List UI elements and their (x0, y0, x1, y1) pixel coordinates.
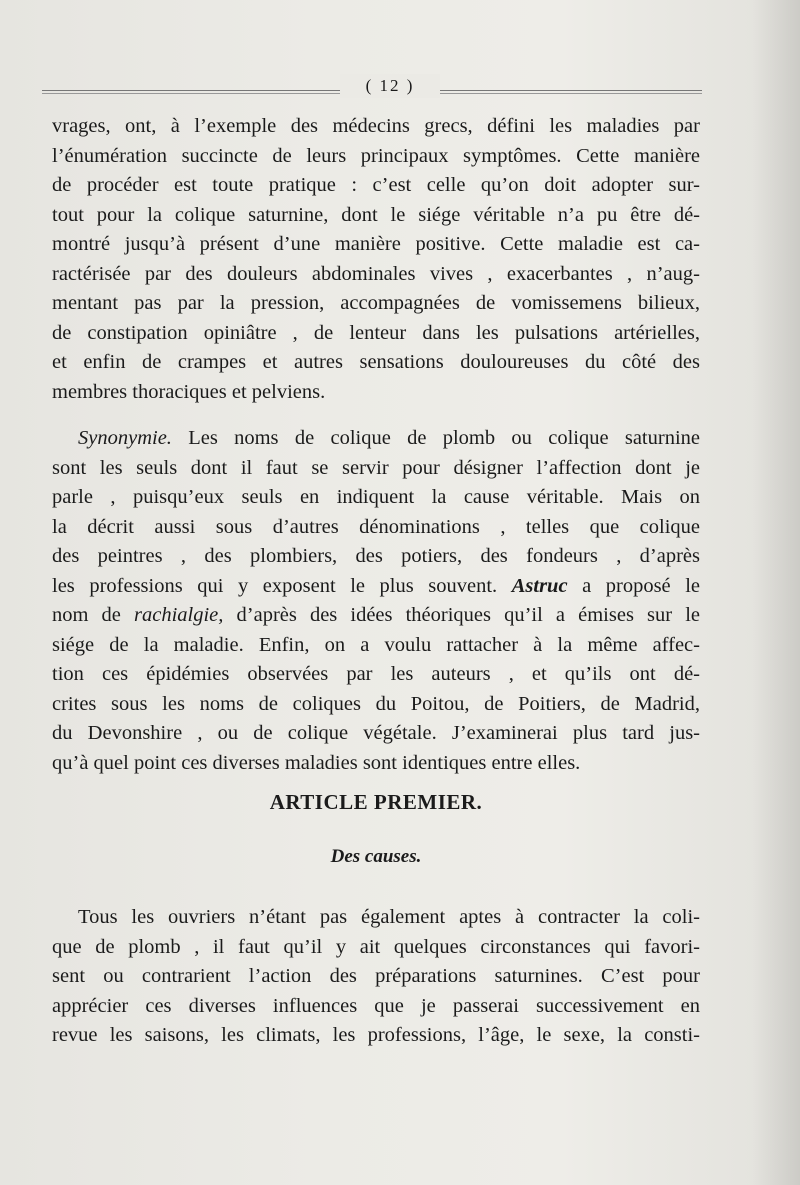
text-line (52, 601, 700, 631)
text-line: montré jusqu’à présent d’une manière positive. Cette maladie est ca- (52, 233, 700, 255)
text-line: crites sous les noms de coliques du Poitou, de Poitiers, de Madrid, (52, 692, 700, 715)
paragraph-definition (52, 112, 700, 407)
text-run: les professions qui y exposent le plus souvent. (52, 574, 512, 597)
author-name: Astruc (511, 574, 568, 597)
page-gutter-shadow (752, 0, 800, 1185)
synonymie-label: Synonymie. (78, 427, 172, 449)
text-line: qu’à quel point ces diverses maladies sont identiques entre elles. (52, 751, 581, 774)
text-line: tout pour la colique saturnine, dont le siége véritable n’a pu être dé- (52, 203, 700, 226)
text-line: revue les saisons, les climats, les professions, l’âge, le sexe, la consti- (52, 1024, 700, 1046)
text-line: vrages, ont, à l’exemple des médecins grecs, défini les maladies par (52, 115, 700, 137)
article-heading: ARTICLE PREMIER. (269, 790, 483, 814)
text-line: parle , puisqu’eux seuls en indiquent la cause véritable. Mais on (52, 486, 700, 508)
paragraph-causes (52, 903, 700, 1051)
text-line: mentant pas par la pression, accompagnées de vomissemens bilieux, (52, 292, 700, 314)
text-line: de constipation opiniâtre , de lenteur dans les pulsations artérielles, (52, 321, 700, 344)
text-line: des peintres , des plombiers, des potiers, des fondeurs , d’après (52, 545, 700, 567)
term-rachialgie: rachialgie, (134, 604, 224, 626)
page-number: ( 12 ) (340, 74, 440, 98)
text-line: sont les seuls dont il faut se servir pour désigner l’affection dont je (52, 456, 700, 479)
paragraph-synonymie (52, 424, 700, 778)
text-line: membres thoraciques et pelviens. (52, 380, 326, 403)
text-line: et enfin de crampes et autres sensations douloureuses du côté des (52, 351, 700, 373)
text-line: de procéder est toute pratique : c’est celle qu’on doit adopter sur- (52, 174, 700, 196)
text-line: que de plomb , il faut qu’il y ait quelques circonstances qui favori- (52, 935, 700, 958)
text-line: du Devonshire , ou de colique végétale. J’examinerai plus tard jus- (52, 722, 700, 744)
text-line: tion ces épidémies observées par les auteurs , et qu’ils ont dé- (52, 663, 700, 685)
text-run: d’après des idées théoriques qu’il a émises sur le (223, 604, 700, 626)
text-line: siége de la maladie. Enfin, on a voulu rattacher à la même affec- (52, 633, 700, 656)
text-line: apprécier ces diverses influences que je passerai successivement en (52, 994, 700, 1017)
text-run: a proposé le (567, 574, 701, 597)
text-run: Les noms de colique de plomb ou colique saturnine (171, 427, 700, 449)
section-heading: Des causes. (330, 846, 422, 867)
text-line: ractérisée par des douleurs abdominales vives , exacerbantes , n’aug- (52, 262, 700, 285)
text-run: nom de (52, 604, 135, 626)
text-line: la décrit aussi sous d’autres dénominations , telles que colique (52, 515, 700, 538)
text-line: Tous les ouvriers n’étant pas également aptes à contracter la coli- (78, 906, 700, 928)
text-line (52, 572, 700, 602)
text-line: sent ou contrarient l’action des préparations saturnines. C’est pour (52, 965, 700, 987)
text-line: l’énumération succincte de leurs principaux symptômes. Cette manière (52, 144, 700, 167)
text-line (52, 424, 700, 454)
